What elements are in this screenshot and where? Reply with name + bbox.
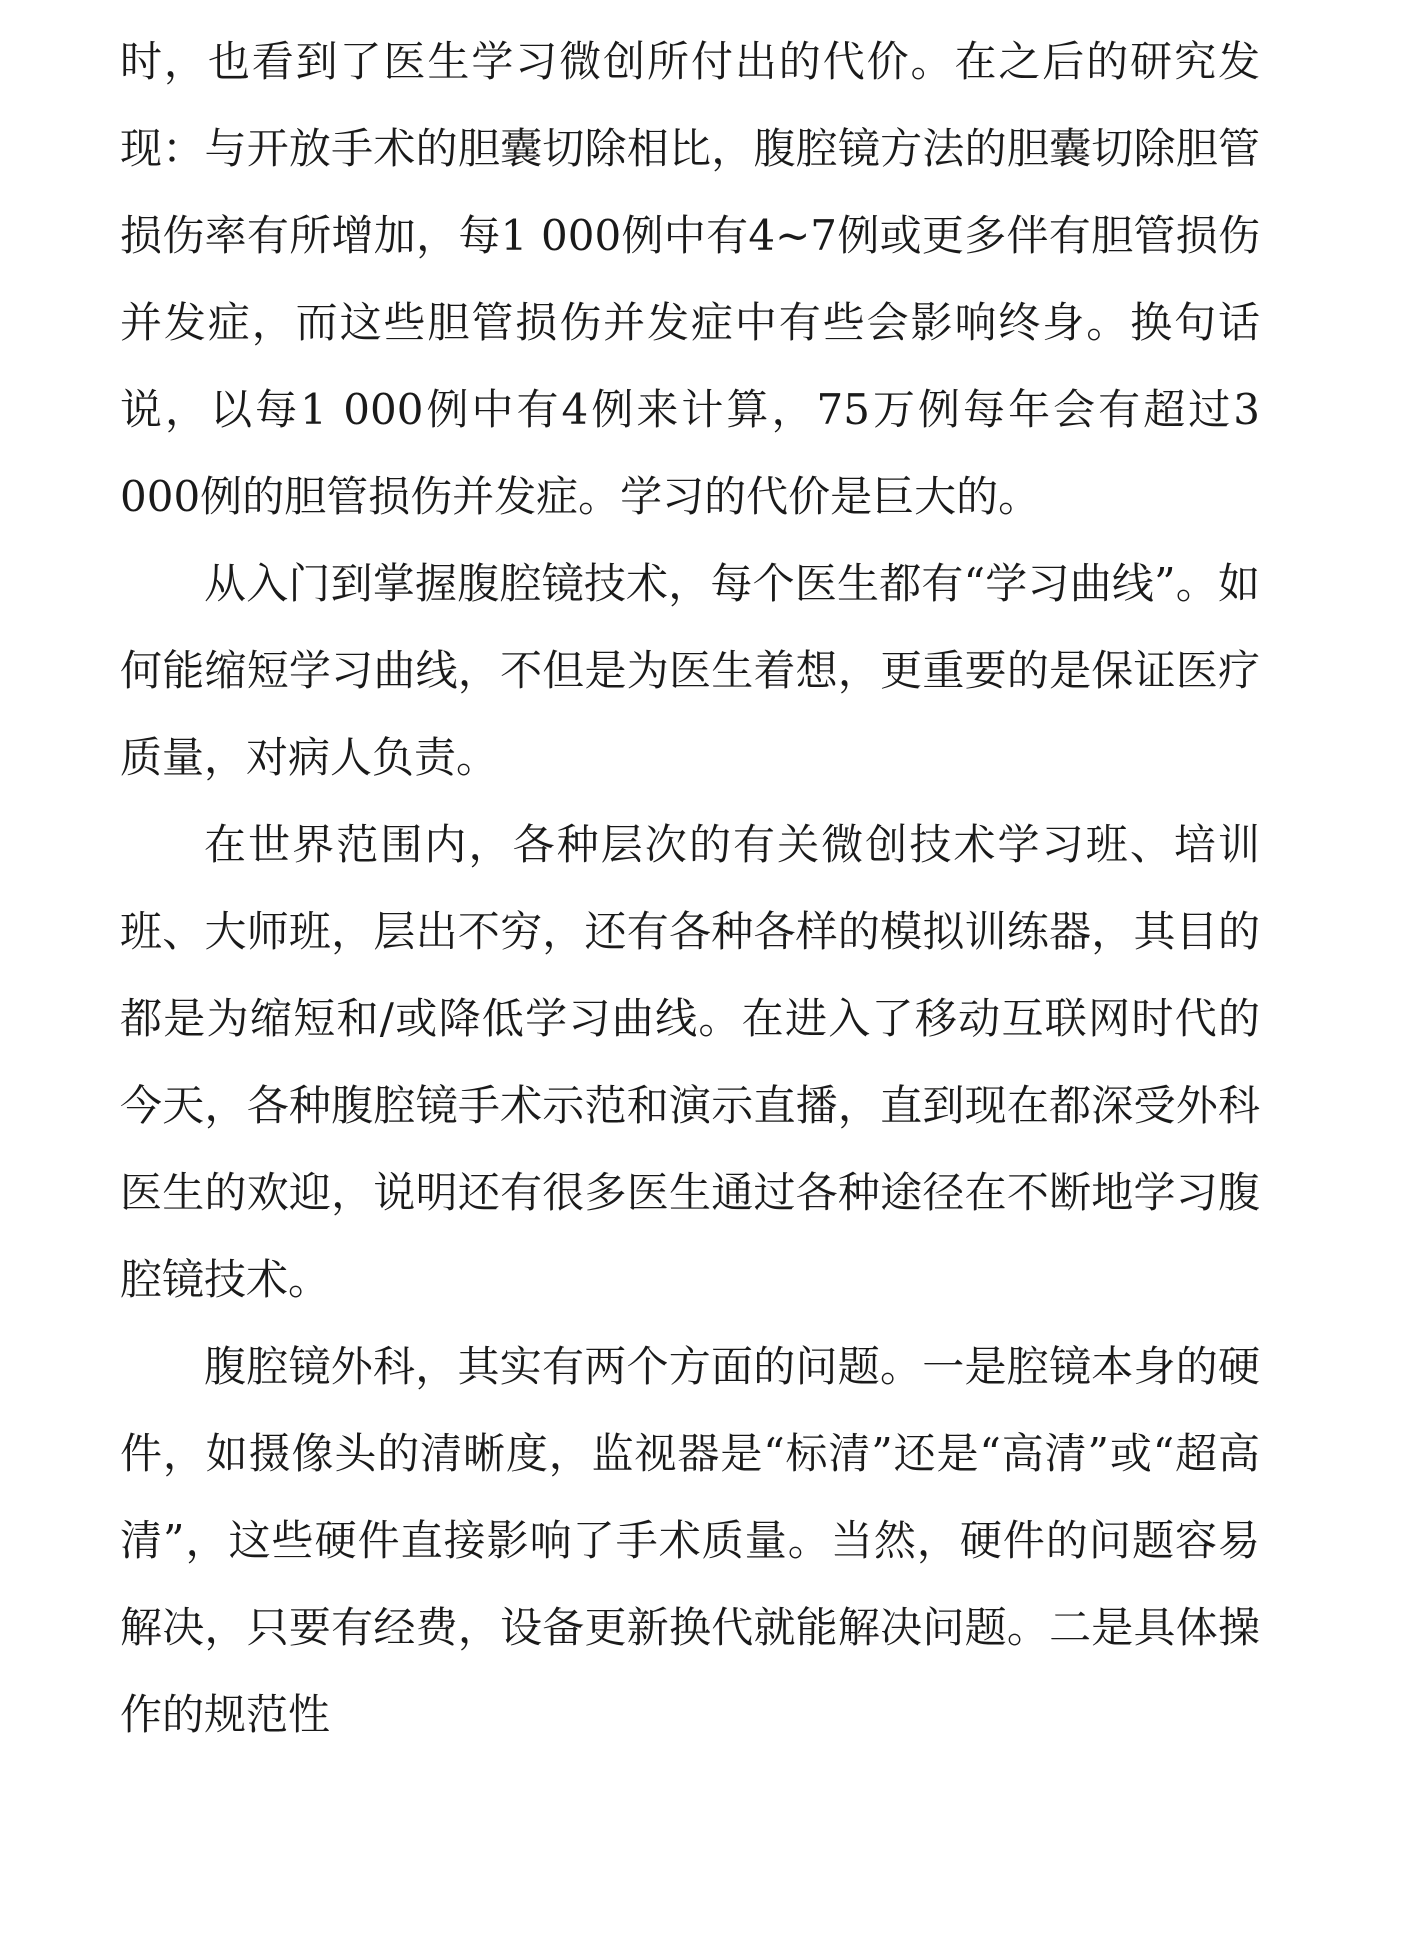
- paragraph-1: 时，也看到了医生学习微创所付出的代价。在之后的研究发现：与开放手术的胆囊切除相比，腹腔镜方法的胆囊切除胆管损伤率有所增加，每1 000例中有4~7例或更多伴有胆管损伤并发症，而这些胆管损伤并发症中有些会影响终身。换句话说，以每1 000例中有4例来计算，75万例每年会有超过3 000例的胆管损伤并发症。学习的代价是巨大的。: [120, 37, 1260, 521]
- paragraph-3: 在世界范围内，各种层次的有关微创技术学习班、培训班、大师班，层出不穷，还有各种各样的模拟训练器，其目的都是为缩短和/或降低学习曲线。在进入了移动互联网时代的今天，各种腹腔镜手术示范和演示直播，直到现在都深受外科医生的欢迎，说明还有很多医生通过各种途径在不断地学习腹腔镜技术。: [120, 820, 1260, 1304]
- paragraph-2: 从入门到掌握腹腔镜技术，每个医生都有“学习曲线”。如何能缩短学习曲线，不但是为医生着想，更重要的是保证医疗质量，对病人负责。: [120, 559, 1260, 782]
- document-page: [120, 18, 1260, 1758]
- paragraph-4: 腹腔镜外科，其实有两个方面的问题。一是腔镜本身的硬件，如摄像头的清晰度，监视器是“标清”还是“高清”或“超高清”，这些硬件直接影响了手术质量。当然，硬件的问题容易解决，只要有经费，设备更新换代就能解决问题。二是具体操作的规范性: [120, 1342, 1260, 1739]
